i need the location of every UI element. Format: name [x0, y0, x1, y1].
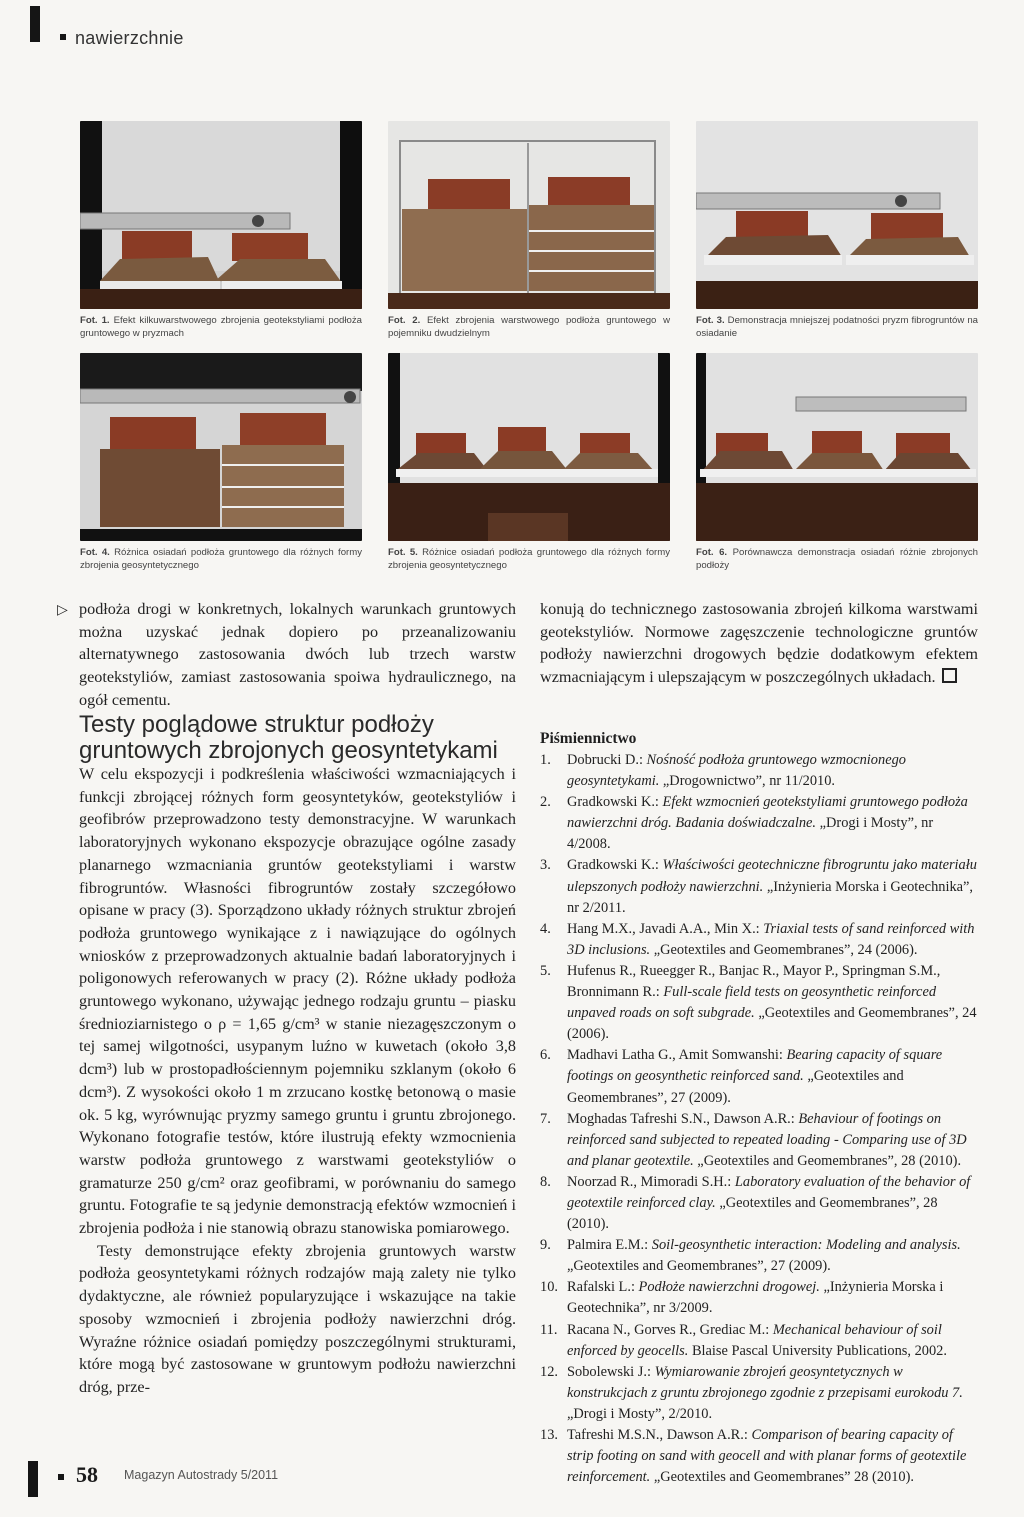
reference-item	[540, 750, 978, 792]
reference-number: 5.	[540, 962, 551, 979]
reference-item	[540, 961, 978, 1045]
reference-number: 12.	[540, 1363, 558, 1380]
reference-source: „Geotextiles and Geomembranes”, 28 (2010).	[567, 1194, 938, 1233]
reference-item	[540, 919, 978, 961]
reference-title: Podłoże nawierzchni drogowej.	[638, 1279, 820, 1296]
reference-title: Mechanical behaviour of soil enforced by geocells.	[567, 1321, 942, 1359]
continuation-arrow-icon: ▷	[57, 602, 68, 618]
reference-authors: Rafalski L.:	[567, 1279, 639, 1296]
photo-6-caption: Fot. 6. Porównawcza demonstracja osiadań różnie zbrojonych podłoży	[696, 547, 978, 571]
section-heading: Testy poglądowe struktur podłoży gruntowych zbrojonych geosyntetykami	[79, 711, 498, 764]
reference-source: „Drogi i Mosty”, 2/2010.	[567, 1405, 713, 1422]
reference-authors: Madhavi Latha G., Amit Somwanshi:	[567, 1047, 787, 1064]
reference-item	[540, 1320, 978, 1362]
reference-title: Soil-geosynthetic interaction: Modeling and analysis.	[651, 1237, 961, 1254]
reference-number: 8.	[540, 1173, 551, 1190]
reference-authors: Noorzad R., Mimoradi S.H.:	[567, 1173, 735, 1190]
bullet-dot	[60, 34, 66, 40]
reference-title: Nośność podłoża gruntowego wzmocnionego geosyntetykami.	[567, 752, 906, 790]
reference-authors: Gradkowski K.:	[567, 857, 663, 874]
reference-source: „Inżynieria Morska i Geotechnika”, nr 3/2009.	[567, 1279, 944, 1317]
reference-number: 10.	[540, 1279, 558, 1296]
reference-item	[540, 1425, 978, 1488]
reference-authors: Gradkowski K.:	[567, 794, 663, 811]
reference-authors: Hufenus R., Rueegger R., Banjac R., Mayor P., Springman S.M., Bronnimann R.:	[567, 962, 941, 1001]
magazine-name: Magazyn Autostrady 5/2011	[124, 1468, 279, 1482]
reference-title: Comparison of bearing capacity of strip footing on sand with geocell and with planar forms of geotextile reinforcement.	[567, 1427, 967, 1486]
footer-dot	[58, 1474, 64, 1480]
reference-title: Wymiarowanie zbrojeń geosyntetycznych w konstrukcjach z gruntu zbrojonego zgodnie z przepisami eurokodu 7.	[567, 1363, 963, 1401]
reference-number: 11.	[540, 1321, 558, 1338]
reference-authors: Racana N., Gorves R., Grediac M.:	[567, 1321, 773, 1338]
reference-authors: Dobrucki D.:	[567, 752, 647, 768]
references	[540, 730, 978, 1488]
reference-item	[540, 1362, 978, 1425]
reference-item	[540, 1172, 978, 1235]
reference-title: Triaxial tests of sand reinforced with 3D inclusions.	[567, 920, 975, 958]
reference-source: „Geotextiles and Geomembranes” 28 (2010).	[650, 1469, 915, 1486]
right-column-intro	[540, 598, 978, 689]
reference-title: Behaviour of footings on reinforced sand subjected to repeated loading - Comparing use of 3D and planar geotextile.	[567, 1110, 967, 1169]
photo-2-caption: Fot. 2. Efekt zbrojenia warstwowego podłoża gruntowego w pojemniku dwudzielnym	[388, 315, 671, 339]
photo-5	[388, 353, 670, 541]
photo-2	[388, 121, 670, 309]
photo-4-caption: Fot. 4. Różnica osiadań podłoża gruntowego dla różnych formy zbrojenia geosyntetycznego	[80, 547, 363, 571]
photo-6	[696, 353, 978, 541]
reference-item	[540, 1277, 978, 1319]
reference-item	[540, 855, 978, 918]
footer-mark	[28, 1461, 38, 1497]
reference-source: „Geotextiles and Geomembranes”, 27 (2009).	[567, 1258, 831, 1275]
reference-item	[540, 792, 978, 855]
reference-number: 4.	[540, 920, 551, 937]
reference-title: Właściwości geotechniczne fibrogruntu jako materiału ulepszonych podłoży nawierzchni.	[567, 857, 977, 895]
reference-authors: Moghadas Tafreshi S.N., Dawson A.R.:	[567, 1110, 799, 1127]
photo-5-caption: Fot. 5. Różnice osiadań podłoża gruntowego dla różnych formy zbrojenia geosyntetycznego	[388, 547, 671, 571]
end-mark-icon	[942, 668, 957, 683]
reference-number: 2.	[540, 794, 551, 811]
reference-title: Bearing capacity of square footings on geosynthetic reinforced sand.	[567, 1047, 943, 1085]
reference-item	[540, 1045, 978, 1108]
body-paragraph-2: Testy demonstrujące efekty zbrojenia gruntowych warstw podłoża geosyntetykami różnych rodzajów mają zalety nie tylko dydaktyczne, ale również popularyzujące i wskazujące na takie sposoby wzmocnień i zbrojenia podłoży nawierzchni dróg. Wyraźne różnice osiadań pomiędzy poszczególnymi strukturami, które mogą być zastosowane w gruntowym podłożu nawierzchni dróg, prze-	[79, 1241, 516, 1396]
photo-1-caption: Fot. 1. Efekt kilkuwarstwowego zbrojenia geotekstyliami podłoża gruntowego w pryzmach	[80, 315, 362, 339]
reference-title: Laboratory evaluation of the behavior of geotextile reinforced clay.	[567, 1173, 971, 1211]
reference-source: „Geotextiles and Geomembranes”, 24 (2006).	[567, 1005, 977, 1043]
reference-source: Blaise Pascal University Publications, 2002.	[688, 1342, 947, 1359]
reference-source: „Inżynieria Morska i Geotechnika”, nr 2/2011.	[567, 878, 974, 916]
reference-source: „Geotextiles and Geomembranes”, 24 (2006).	[650, 941, 918, 958]
reference-authors: Sobolewski J.:	[567, 1363, 655, 1380]
page-number: 58	[76, 1462, 98, 1487]
reference-source: „Drogownictwo”, nr 11/2010.	[659, 773, 836, 790]
section-heading-block	[79, 712, 516, 764]
right-intro-paragraph: konują do technicznego zastosowania zbrojeń kilkoma warstwami geotekstyliów. Normowe zagęszczenie technologiczne gruntów podłoży nawierzchni drogowych będzie dodatkowym efektem wzmacniającym i ulepszającym w poszczególnych układach.	[540, 600, 978, 687]
reference-authors: Palmira E.M.:	[567, 1237, 652, 1254]
section-title: nawierzchnie	[75, 28, 184, 48]
section-mark	[30, 6, 40, 42]
reference-number: 3.	[540, 857, 551, 874]
reference-authors: Hang M.X., Javadi A.A., Min X.:	[567, 920, 764, 937]
references-list	[540, 750, 978, 1488]
photo-3	[696, 121, 978, 309]
body-paragraph-1: W celu ekspozycji i podkreślenia właściwości wzmacniających i funkcji zbrojącej różnych form geosyntetyków, geotekstyliów i geofibrów przeprowadzono testy demonstracyjne. W warunkach laboratoryjnych wykonano ekspozycje obrazujące ogólne zasady planarnego wzmacniania gruntów geotekstyliami i warstw fibrogruntów. Własności fibrogruntów zostały szczegółowo opisane w pracy (3). Sporządzono układy różnych struktur zbrojeń podłoża gruntowego wynikające z i nawiązujące do ogólnych wniosków z przeprowadzonych aktualnie badań laboratoryjnych i poligonowych referowanych w pracy (2). Różne układy podłoża gruntowego wykonano, używając jednego rodzaju gruntu – piasku średnioziarnistego o ρ = 1,65 g/cm³ w stanie niezagęszczonym o tej samej wilgotności, usypanym luźno w kuwetach (około 3,8 dcm³) lub w prostopadłościennym pojemniku szklanym (około 6 dcm³). Z wysokości około 1 m zrzucano kostkę betonową o masie ok. 5 kg, wyrównując pryzmy samego gruntu i gruntu zbrojonego. Wykonano fotografie testów, które ilustrują efekty wzmocnienia warstw podłoża gruntowego z warstwami geotekstyliów o gramaturze 250 g/cm² oraz geofibrami, w porównaniu do samego gruntu. Fotografie te są jedynie demonstracją efektów wzmocnień i zbrojenia podłoża i nie stanowią obrazu stanowiska pomiarowego.	[79, 765, 516, 1238]
left-column-intro	[79, 598, 516, 712]
photo-1	[80, 121, 362, 309]
reference-item	[540, 1235, 978, 1277]
photo-4	[80, 353, 362, 541]
reference-number: 9.	[540, 1237, 551, 1254]
reference-title: Full-scale field tests on geosynthetic reinforced unpaved roads on soft subgrade.	[567, 984, 937, 1022]
reference-source: „Geotextiles and Geomembranes”, 27 (2009).	[567, 1068, 904, 1106]
reference-item	[540, 1109, 978, 1172]
intro-paragraph: podłoża drogi w konkretnych, lokalnych warunkach gruntowych można uzyskać jednak dopiero po przeanalizowaniu alternatywnego zastosowania dwóch lub trzech warstw geotekstyliów, zamiast zastosowania spoiwa hydraulicznego, na ogół cementu.	[79, 600, 516, 709]
photo-3-caption: Fot. 3. Demonstracja mniejszej podatności pryzm fibrogruntów na osiadanie	[696, 315, 979, 339]
reference-number: 6.	[540, 1047, 551, 1064]
left-column-body	[79, 763, 516, 1399]
reference-number: 1.	[540, 752, 551, 768]
reference-number: 13.	[540, 1427, 558, 1443]
reference-number: 7.	[540, 1110, 551, 1127]
reference-source: „Geotextiles and Geomembranes”, 28 (2010).	[693, 1152, 962, 1169]
references-title: Piśmiennictwo	[540, 730, 637, 747]
reference-authors: Tafreshi M.S.N., Dawson A.R.:	[567, 1427, 752, 1443]
reference-source: „Drogi i Mosty”, nr 4/2008.	[567, 815, 934, 853]
reference-title: Efekt wzmocnień geotekstyliami gruntowego podłoża nawierzchni dróg. Badania doświadczalne.	[567, 794, 968, 832]
